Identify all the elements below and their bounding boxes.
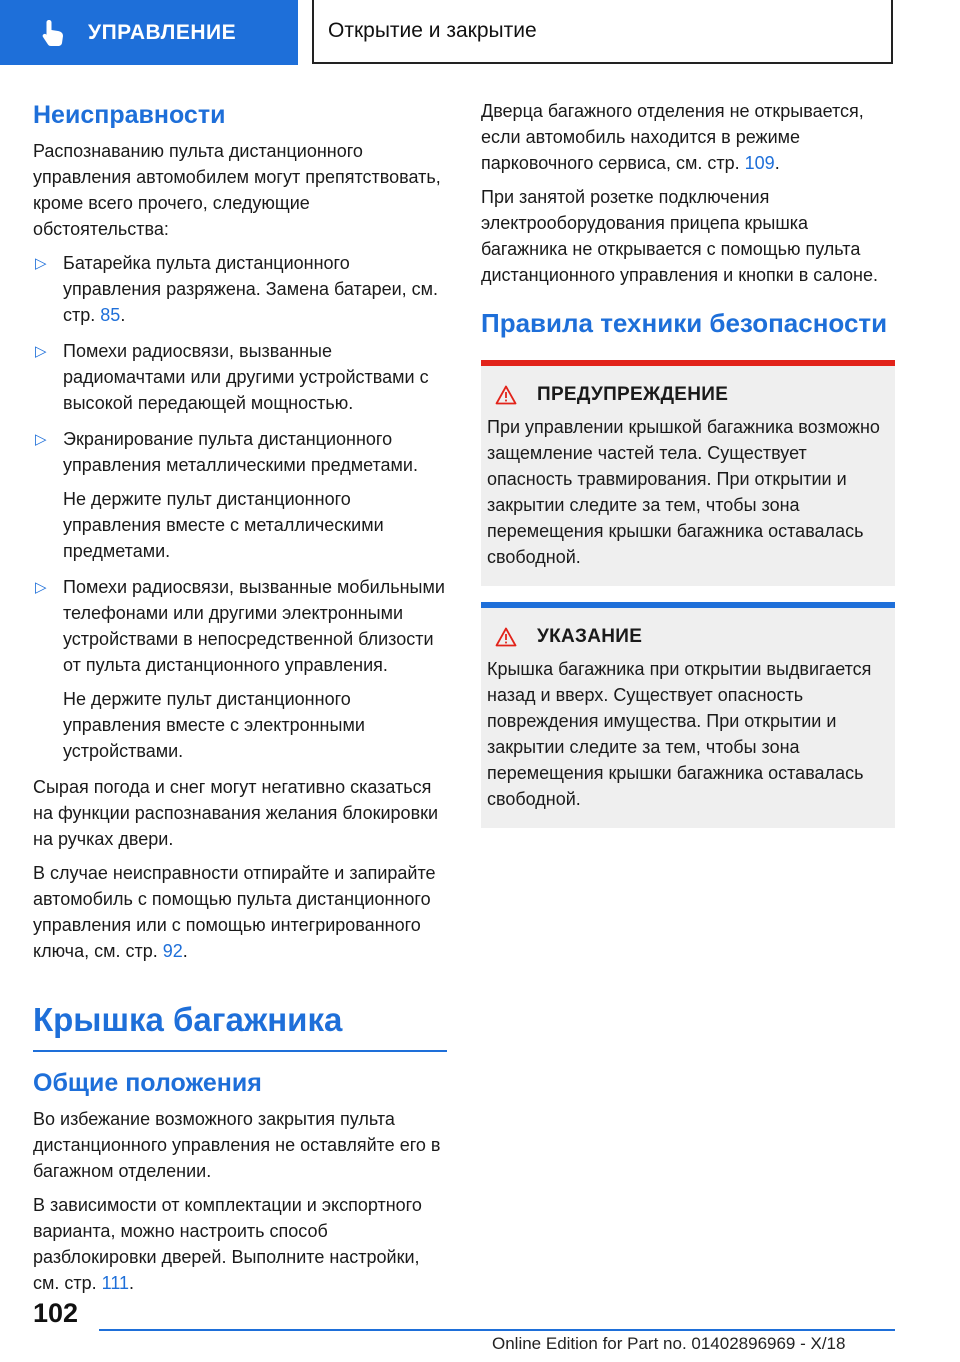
list-item-text: Экранирование пульта дистанционного управления металлическими предметами. bbox=[63, 429, 418, 475]
valet-text: Дверца багажного отделения не открывается, если автомобиль находится в режиме парковочного сервиса, см. стр. bbox=[481, 101, 864, 173]
list-item bbox=[33, 338, 447, 416]
list-item bbox=[33, 574, 447, 764]
punctuation: . bbox=[182, 941, 188, 961]
punctuation: . bbox=[120, 305, 126, 325]
punctuation: . bbox=[129, 1273, 135, 1293]
safety-heading: Правила техники безопасности bbox=[481, 308, 888, 338]
triangle-bullet-icon: ▷ bbox=[35, 431, 47, 448]
triangle-bullet-icon: ▷ bbox=[35, 579, 47, 596]
page-ref-link[interactable]: 109 bbox=[744, 153, 775, 173]
general-heading: Общие положения bbox=[33, 1069, 262, 1097]
page-ref-link[interactable]: 92 bbox=[162, 941, 183, 961]
right-column bbox=[481, 98, 895, 840]
page-ref-link[interactable]: 85 bbox=[100, 305, 121, 325]
general-paragraph: Во избежание возможного закрытия пульта дистанционного управления не оставляйте его в багажном отделении. bbox=[33, 1109, 441, 1181]
pointing-hand-icon bbox=[40, 19, 66, 47]
punctuation: . bbox=[774, 153, 780, 173]
malfunctions-heading: Неисправности bbox=[33, 101, 226, 129]
section-title: УПРАВЛЕНИЕ bbox=[88, 20, 237, 44]
page-number: 102 bbox=[33, 1298, 79, 1328]
subsection-title: Открытие и закрытие bbox=[328, 19, 537, 42]
left-column bbox=[33, 98, 447, 1304]
list-item-text: Батарейка пульта дистанционного управления разряжена. Замена батареи, см. стр. bbox=[63, 253, 439, 325]
list-item-note: Не держите пульт дистанционного управления вместе с электронными устройствами. bbox=[63, 689, 365, 761]
valet-paragraph bbox=[481, 98, 895, 176]
notice-title: УКАЗАНИЕ bbox=[537, 626, 643, 647]
list-item-note: Не держите пульт дистанционного управления вместе с металлическими предметами. bbox=[63, 489, 384, 561]
edition-note: Online Edition for Part no. 01402896969 - X/18 bbox=[492, 1334, 846, 1353]
notice-text: Крышка багажника при открытии выдвигается назад и вверх. Существует опасность повреждения имущества. При открытии и закрытии следите за тем, чтобы зона перемещения крышки багажника оставалась свободной. bbox=[487, 659, 872, 809]
heading-divider bbox=[33, 1050, 447, 1052]
warning-title-row bbox=[487, 384, 889, 406]
malfunctions-intro: Распознаванию пульта дистанционного управления автомобилем могут препятствовать, кроме всего прочего, следующие обстоятельства: bbox=[33, 141, 441, 239]
weather-paragraph: Сырая погода и снег могут негативно сказаться на функции распознавания желания блокировки на ручках двери. bbox=[33, 777, 439, 849]
list-item bbox=[33, 426, 447, 564]
notice-title-row bbox=[487, 626, 889, 648]
fallback-text: В случае неисправности отпирайте и запирайте автомобиль с помощью пульта дистанционного управления или с помощью интегрированного ключа, см. стр. bbox=[33, 863, 436, 961]
warning-text: При управлении крышкой багажника возможно защемление частей тела. Существует опасность травмирования. При открытии и закрытии следите за тем, чтобы зона перемещения крышки багажника оставалась свободной. bbox=[487, 417, 880, 567]
triangle-bullet-icon: ▷ bbox=[35, 255, 47, 272]
malfunctions-list bbox=[33, 250, 447, 764]
warning-triangle-icon bbox=[495, 385, 517, 405]
fallback-paragraph bbox=[33, 860, 447, 964]
warning-triangle-icon bbox=[495, 627, 517, 647]
warning-title: ПРЕДУПРЕЖДЕНИЕ bbox=[537, 384, 729, 405]
subsection-box bbox=[312, 0, 893, 64]
list-item bbox=[33, 250, 447, 328]
footer-divider bbox=[99, 1329, 895, 1331]
section-tab bbox=[0, 0, 298, 65]
trunk-heading: Крышка багажника bbox=[33, 1001, 343, 1038]
triangle-bullet-icon: ▷ bbox=[35, 343, 47, 360]
list-item-text: Помехи радиосвязи, вызванные радиомачтами или другими устройствами с высокой передающей мощностью. bbox=[63, 341, 429, 413]
unlock-text: В зависимости от комплектации и экспортного варианта, можно настроить способ разблокировки дверей. Выполните настройки, см. стр. bbox=[33, 1195, 422, 1293]
page-ref-link[interactable]: 111 bbox=[101, 1273, 130, 1293]
trailer-paragraph: При занятой розетке подключения электрооборудования прицепа крышка багажника не открывается с помощью пульта дистанционного управления и кнопки в салоне. bbox=[481, 187, 878, 285]
warning-box bbox=[481, 360, 895, 586]
list-item-text: Помехи радиосвязи, вызванные мобильными телефонами или другими электронными устройствами в непосредственной близости от пульта дистанционного управления. bbox=[63, 577, 445, 675]
notice-box bbox=[481, 602, 895, 828]
unlock-paragraph bbox=[33, 1192, 447, 1296]
